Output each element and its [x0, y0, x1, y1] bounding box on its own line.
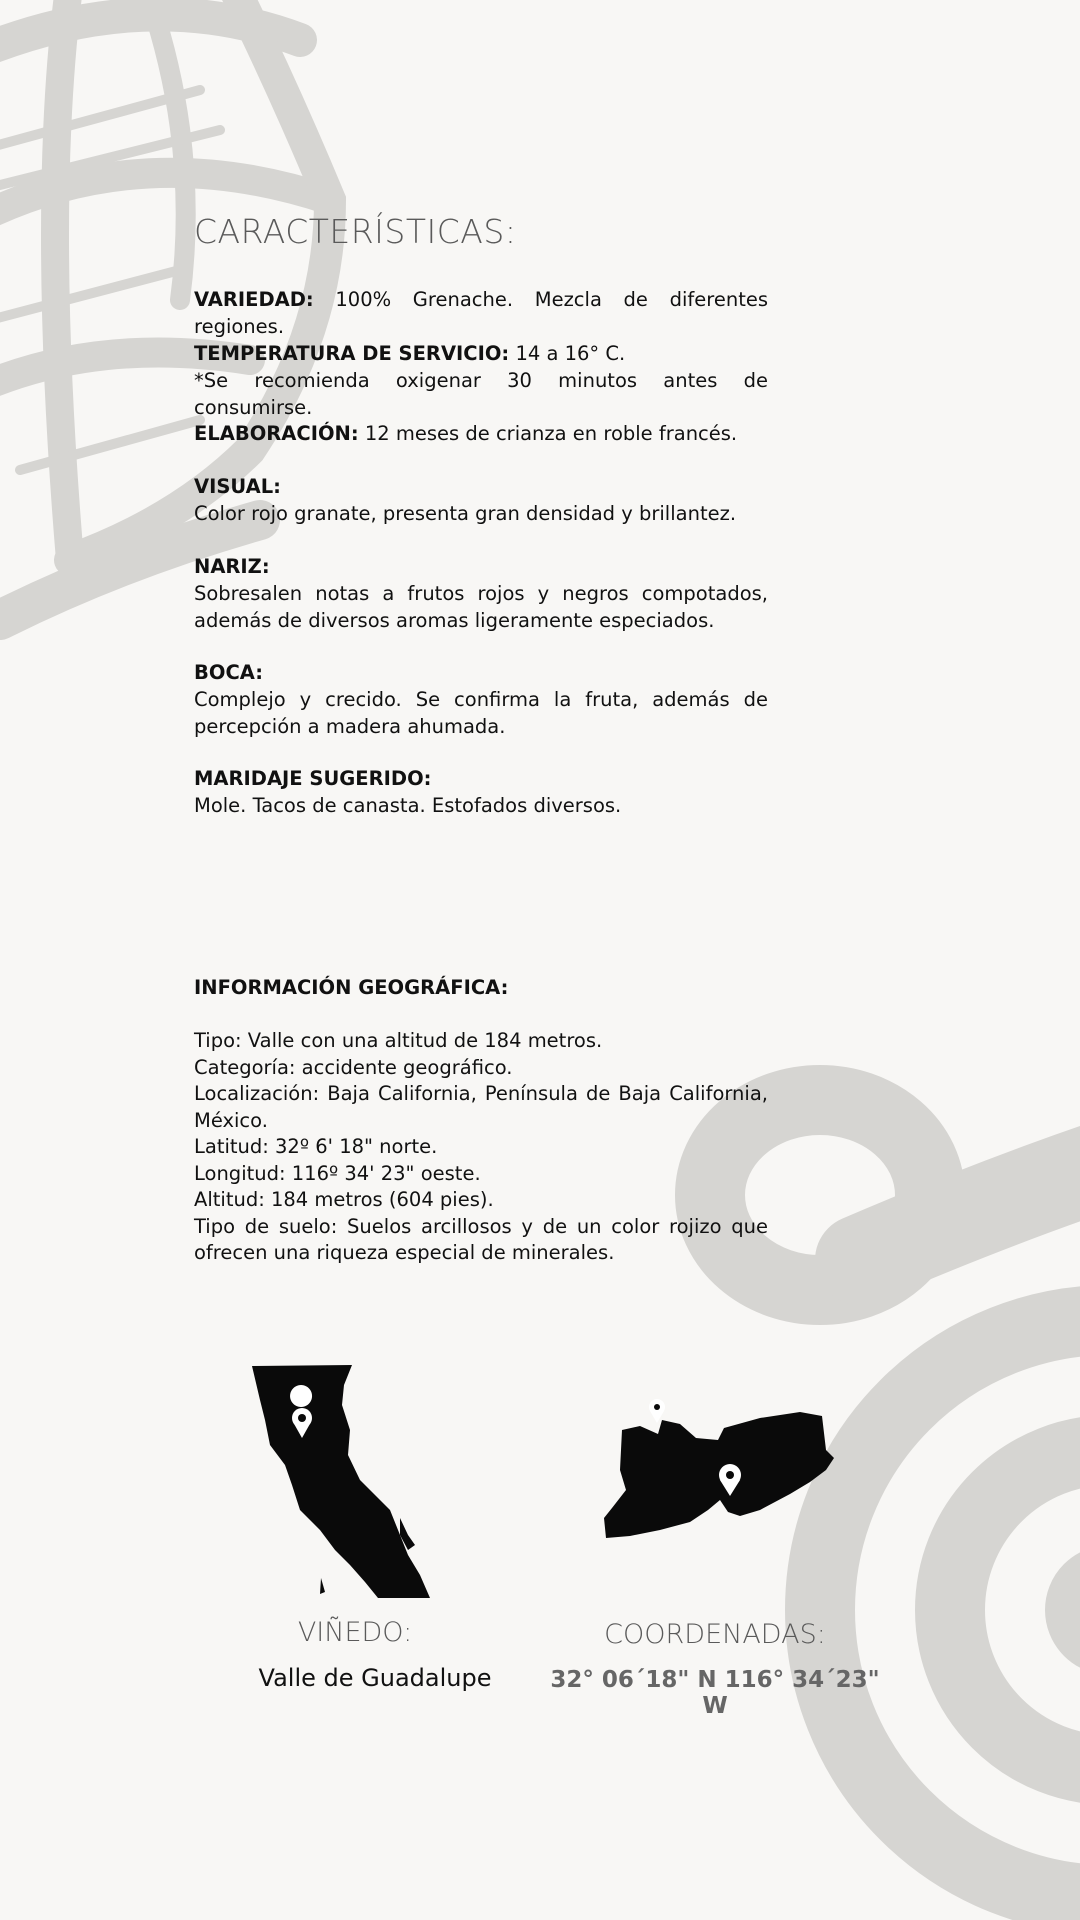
- mouth-text: Complejo y crecido. Se confirma la fruta, además de percepción a madera ahumada.: [194, 688, 768, 738]
- mouth-section: [194, 659, 768, 740]
- coordinates-value: 32° 06´18" N 116° 34´23" W: [550, 1667, 880, 1719]
- nose-text: Sobresalen notas a frutos rojos y negros compotados, además de diversos aromas ligeramente especiados.: [194, 582, 768, 632]
- elaboration-label: ELABORACIÓN:: [194, 422, 359, 445]
- variety-section: [194, 286, 768, 340]
- temperature-label: TEMPERATURA DE SERVICIO:: [194, 342, 510, 365]
- temperature-text: 14 a 16° C.: [515, 342, 626, 365]
- elaboration-section: [194, 420, 768, 447]
- nose-label: NARIZ:: [194, 555, 270, 578]
- visual-text: Color rojo granate, presenta gran densidad y brillantez.: [194, 502, 737, 525]
- temperature-section: [194, 340, 768, 421]
- visual-label: VISUAL:: [194, 475, 281, 498]
- geo-line-location: Localización: Baja California, Península de Baja California, México.: [194, 1082, 768, 1132]
- baja-california-map-icon: [240, 1360, 440, 1600]
- geo-line-longitude: Longitud: 116º 34' 23" oeste.: [194, 1161, 481, 1185]
- geo-line-type: Tipo: Valle con una altitud de 184 metros.: [194, 1029, 603, 1052]
- coordinates-label: COORDENADAS:: [604, 1619, 826, 1650]
- variety-text: 100% Grenache. Mezcla de diferentes regiones.: [194, 288, 769, 338]
- mouth-label: BOCA:: [194, 661, 264, 684]
- geo-line-soil: Tipo de suelo: Suelos arcillosos y de un color rojizo que ofrecen una riqueza especial de minerales.: [194, 1214, 768, 1264]
- visual-section: [194, 473, 768, 527]
- pairing-text: Mole. Tacos de canasta. Estofados diversos.: [194, 794, 622, 817]
- geography-details: [194, 1028, 768, 1267]
- geo-line-category: Categoría: accidente geográfico.: [194, 1055, 513, 1079]
- pairing-label: MARIDAJE SUGERIDO:: [194, 767, 432, 790]
- variety-label: VARIEDAD:: [194, 288, 314, 311]
- vineyard-label: VIÑEDO:: [297, 1617, 413, 1648]
- geography-title: INFORMACIÓN GEOGRÁFICA:: [194, 976, 509, 999]
- elaboration-text: 12 meses de crianza en roble francés.: [364, 422, 738, 445]
- geo-line-altitude: Altitud: 184 metros (604 pies).: [194, 1188, 494, 1211]
- location-pin-icon: [649, 1399, 665, 1423]
- characteristics-heading: CARACTERÍSTICAS:: [194, 212, 517, 251]
- pairing-section: [194, 765, 768, 819]
- temperature-note: *Se recomienda oxigenar 30 minutos antes de consumirse.: [194, 369, 768, 419]
- valley-map-icon: [600, 1390, 840, 1590]
- geo-line-latitude: Latitud: 32º 6' 18" norte.: [194, 1135, 438, 1158]
- vineyard-value: Valle de Guadalupe: [258, 1664, 492, 1692]
- nose-section: [194, 553, 768, 634]
